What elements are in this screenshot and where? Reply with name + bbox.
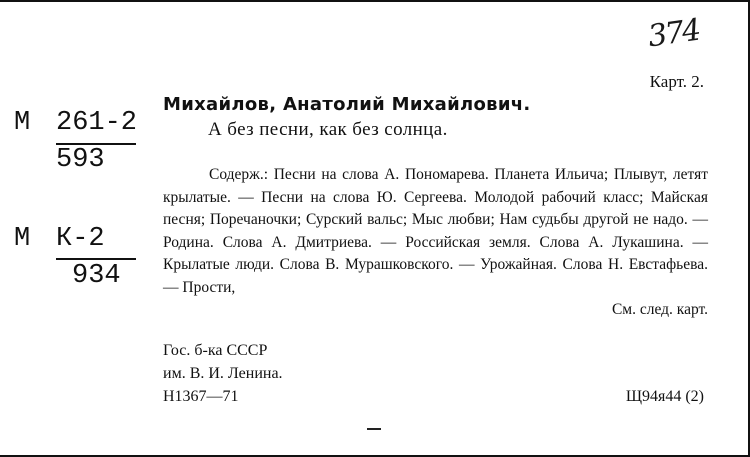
call-number-1-top: 261-2 (56, 108, 138, 138)
library-line-2: им. В. И. Ленина. (163, 365, 283, 382)
work-title: А без песни, как без солнца. (208, 119, 448, 140)
shelfmark: Щ94я44 (2) (625, 388, 704, 405)
call-number-2-bottom: 934 (72, 261, 121, 291)
library-line-1: Гос. б-ка СССР (163, 342, 268, 359)
call-number-2-top: К-2 (56, 224, 105, 254)
card-number: Карт. 2. (649, 72, 704, 91)
author-heading: Михайлов, Анатолий Михайлович. (163, 94, 531, 115)
call-number-1-prefix: М (14, 108, 31, 138)
call-number-1-bottom: 593 (56, 145, 105, 175)
contents-note (163, 164, 708, 322)
handwritten-number: 374 (645, 12, 702, 55)
contents-text: Содерж.: Песни на слова А. Пономарева. Планета Ильича; Плывут, летят крылатые. — Песни на слова Ю. Сергеева. Молодой рабочий класс; Майская песня; Поречаночки; Сурский вальс; Мыс любви; Нам судьбы другой не надо. — Родина. Слова А. Дмитриева. — Российская земля. Слова А. Лукашина. — Крылатые люди. Слова В. Мурашковского. — Урожайная. Слова Н. Евстафьева. — Прости, (163, 166, 708, 296)
call-number-2-prefix: М (14, 224, 31, 254)
call-number-2-divider (56, 258, 136, 260)
continued-note: См. след. карт. (611, 301, 708, 318)
library-line-3: Н1367—71 (163, 388, 239, 405)
bottom-mark (367, 428, 381, 430)
